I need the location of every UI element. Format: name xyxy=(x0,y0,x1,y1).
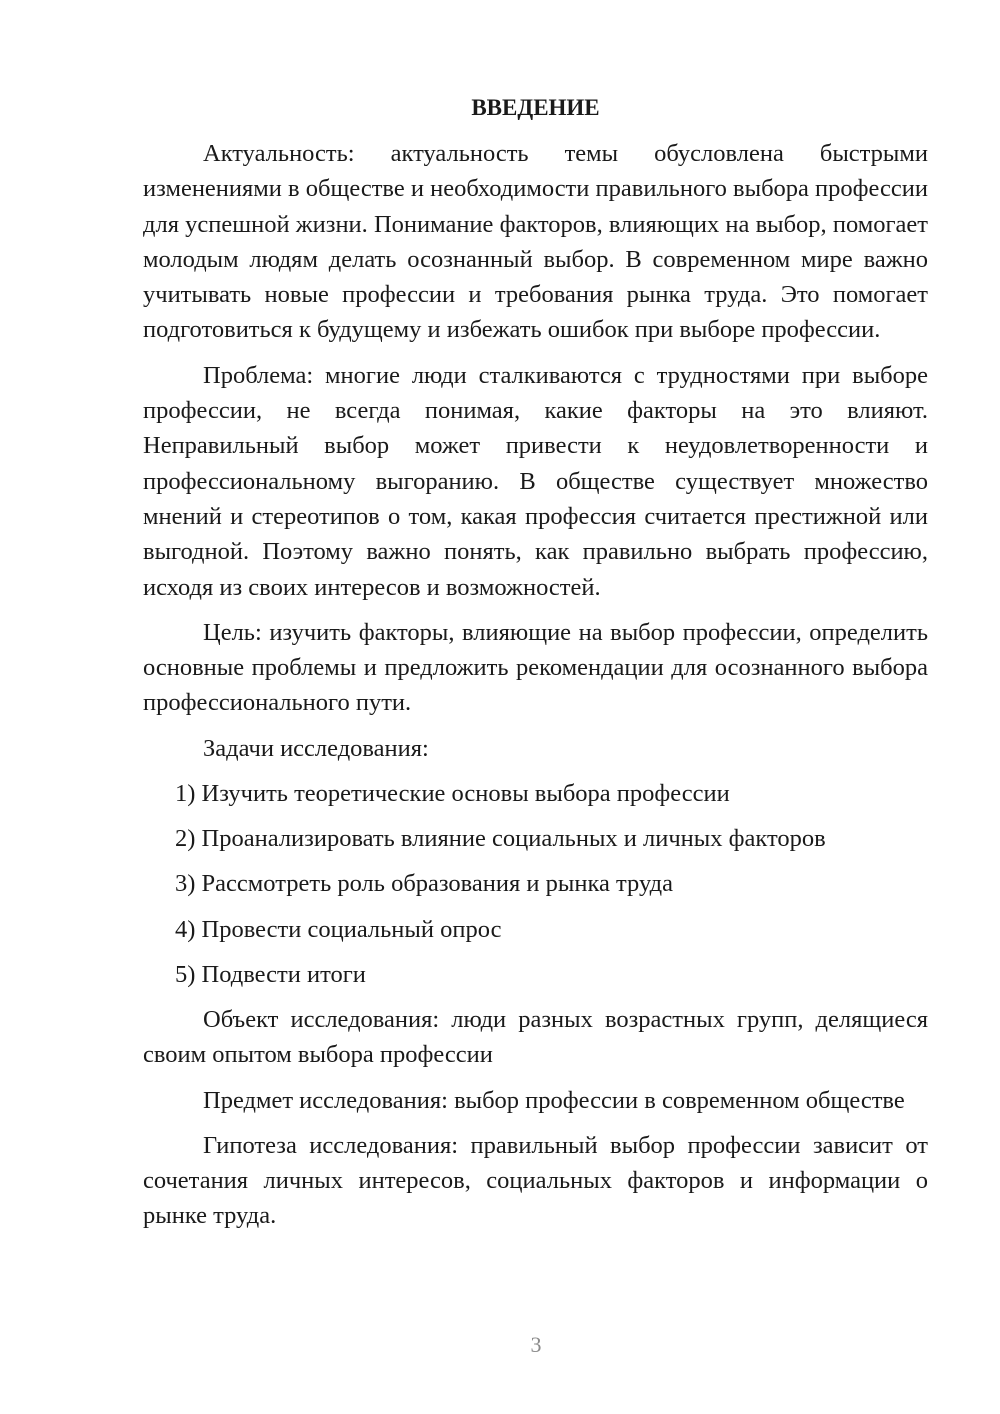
tasks-list xyxy=(143,776,928,992)
list-item xyxy=(143,821,928,856)
task-number: 5) xyxy=(175,960,196,988)
task-text: Провести социальный опрос xyxy=(201,915,502,943)
list-item xyxy=(143,776,928,811)
page-number: 3 xyxy=(530,1332,542,1357)
task-number: 3) xyxy=(175,870,196,898)
task-number: 4) xyxy=(175,915,196,943)
page-body xyxy=(143,92,928,1244)
list-item xyxy=(143,912,928,947)
relevance-paragraph: Актуальность: актуальность темы обусловлена быстрыми изменениями в обществе и необходимости правильного выбора профессии для успешной жизни. Понимание факторов, влияющих на выбор, помогает молодым людям делать осознанный выбор. В современном мире важно учитывать новые профессии и требования рынка труда. Это помогает подготовиться к будущему и избежать ошибок при выборе профессии. xyxy=(143,140,928,344)
list-item xyxy=(143,866,928,901)
task-text: Подвести итоги xyxy=(201,960,366,988)
task-text: Изучить теоретические основы выбора профессии xyxy=(201,780,730,808)
task-text: Рассмотреть роль образования и рынка труда xyxy=(201,870,673,898)
object-paragraph: Объект исследования: люди разных возрастных групп, делящиеся своим опытом выбора профессии xyxy=(143,1005,928,1069)
task-text: Проанализировать влияние социальных и личных факторов xyxy=(201,825,826,853)
list-item xyxy=(143,957,928,992)
goal-paragraph: Цель: изучить факторы, влияющие на выбор профессии, определить основные проблемы и предложить рекомендации для осознанного выбора профессионального пути. xyxy=(143,618,928,717)
problem-paragraph: Проблема: многие люди сталкиваются с трудностями при выборе профессии, не всегда понимая, какие факторы на это влияют. Неправильный выбор может привести к неудовлетворенности и профессиональному выгоранию. В обществе существует множество мнений и стереотипов о том, какая профессия считается престижной или выгодной. Поэтому важно понять, как правильно выбрать профессию, исходя из своих интересов и возможностей. xyxy=(143,361,928,601)
task-number: 2) xyxy=(175,825,196,853)
tasks-heading: Задачи исследования: xyxy=(203,734,429,762)
subject-paragraph: Предмет исследования: выбор профессии в современном обществе xyxy=(203,1086,905,1114)
hypothesis-paragraph: Гипотеза исследования: правильный выбор профессии зависит от сочетания личных интересов, социальных факторов и информации о рынке труда. xyxy=(143,1131,928,1230)
section-title: ВВЕДЕНИЕ xyxy=(471,95,600,120)
task-number: 1) xyxy=(175,780,196,808)
